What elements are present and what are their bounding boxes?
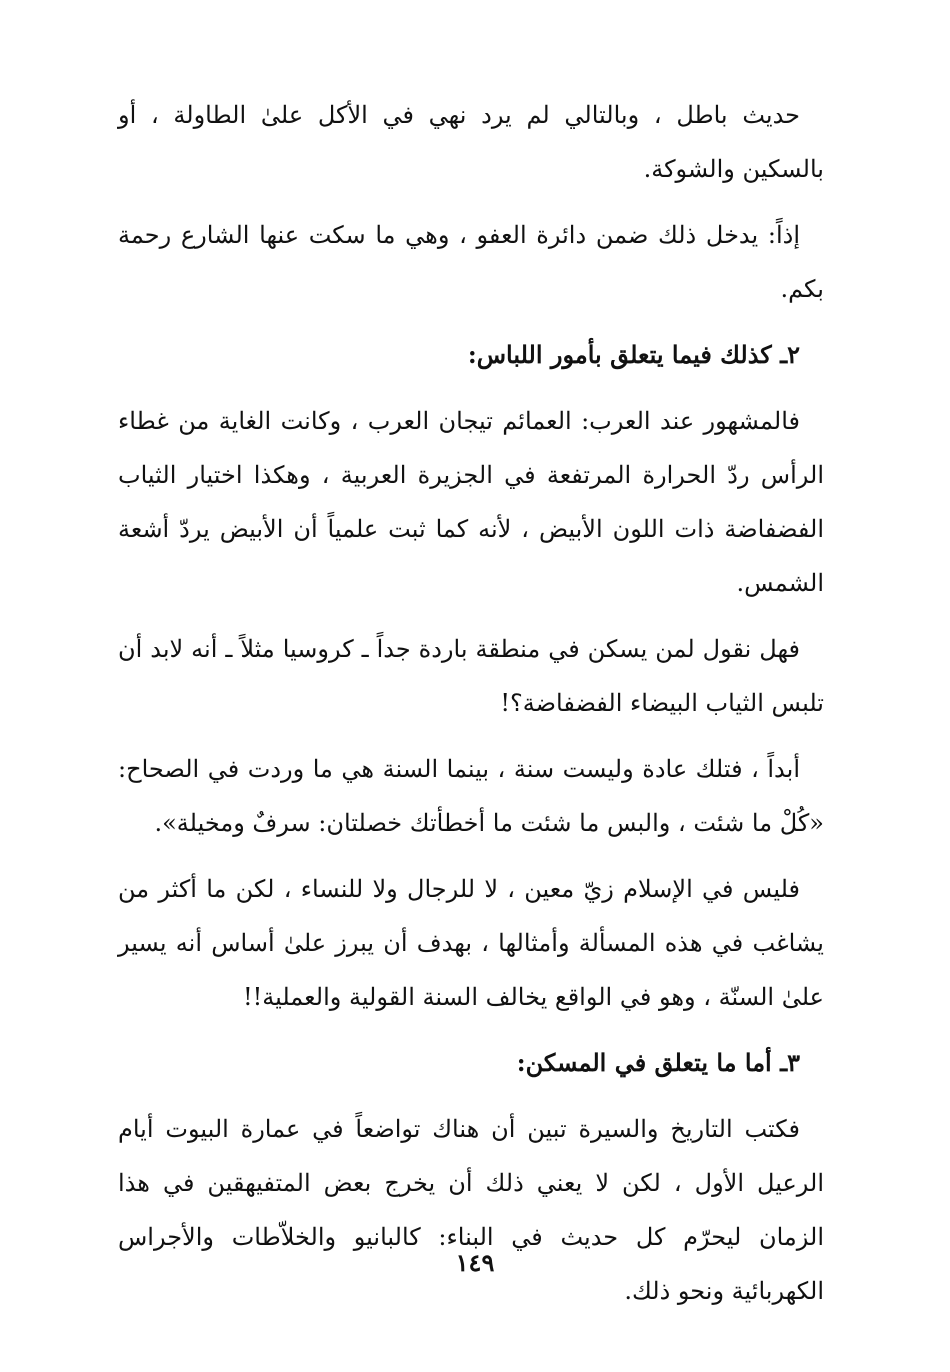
section-heading: ٣ـ أما ما يتعلق في المسكن:	[516, 1048, 800, 1077]
paragraph: فكتب التاريخ والسيرة تبين أن هناك تواضعاً في عمارة البيوت أيام الرعيل الأول ، لكن لا يعني ذلك أن يخرج بعض المتفيهقين في هذا الزمان ليحرّم كل حديث في البناء: كالبانيو والخلاّطات والأجراس الكهربائية ونحو ذلك.	[118, 1115, 824, 1305]
paragraph: حديث باطل ، وبالتالي لم يرد نهي في الأكل علىٰ الطاولة ، أو بالسكين والشوكة.	[118, 101, 824, 183]
paragraph: فالمشهور عند العرب: العمائم تيجان العرب ، وكانت الغاية من غطاء الرأس ردّ الحرارة المرتفعة في الجزيرة العربية ، وهكذا اختيار الثياب الفضفاضة ذات اللون الأبيض ، لأنه كما ثبت علمياً أن الأبيض يردّ أشعة الشمس.	[118, 407, 824, 597]
paragraph: إذاً: يدخل ذلك ضمن دائرة العفو ، وهي ما سكت عنها الشارع رحمة بكم.	[118, 221, 824, 303]
paragraph: فهل نقول لمن يسكن في منطقة باردة جداً ـ كروسيا مثلاً ـ أنه لابد أن تلبس الثياب البيضاء الفضفاضة؟!	[118, 635, 824, 717]
paragraph: أبداً ، فتلك عادة وليست سنة ، بينما السنة هي ما وردت في الصحاح: «كُلْ ما شئت ، والبس ما شئت ما أخطأتك خصلتان: سرفٌ ومخيلة».	[118, 755, 824, 837]
section-heading: ٢ـ كذلك فيما يتعلق بأمور اللباس:	[467, 340, 800, 369]
page-number: ١٤٩	[455, 1248, 495, 1277]
paragraph: فليس في الإسلام زيّ معين ، لا للرجال ولا للنساء ، لكن ما أكثر من يشاغب في هذه المسألة وأمثالها ، بهدف أن يبرز علىٰ أساس أنه يسير علىٰ السنّة ، وهو في الواقع يخالف السنة القولية والعملية!!	[118, 875, 824, 1011]
page-body	[118, 88, 824, 1330]
